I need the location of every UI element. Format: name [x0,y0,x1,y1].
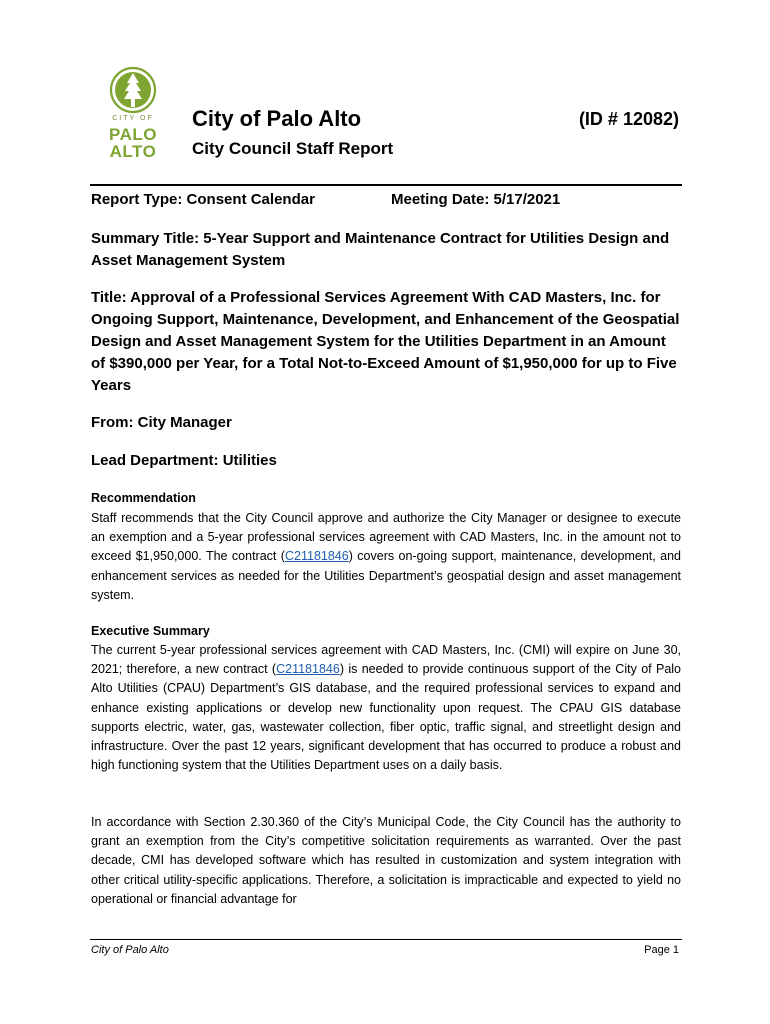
executive-summary-paragraph [91,641,681,775]
contract-link-2[interactable]: C21181846 [276,662,340,677]
recommendation-heading: Recommendation [91,491,196,505]
recommendation-paragraph [91,509,681,605]
contract-link[interactable]: C21181846 [284,549,349,564]
summary-title: Summary Title: 5-Year Support and Maintenance Contract for Utilities Design and Asset Management System [91,230,670,269]
city-logo [104,66,162,160]
executive-summary-heading: Executive Summary [91,624,210,638]
footer-city: City of Palo Alto [91,944,169,956]
report-id: (ID # 12082) [578,109,679,129]
header-divider [90,184,682,186]
page-number: Page 1 [644,944,679,956]
executive-text-start: The current 5-year professional services agreement with CAD Masters, Inc. (CMI) will expire on June 30, 2021; therefore, a new contract ( [91,643,681,677]
agenda-title: Title: Approval of a Professional Services Agreement With CAD Masters, Inc. for Ongoing Support, Maintenance, Development, and Enhancement of the Geospatial Design and Asset Management System for the Utilities Department in an Amount of $390,000 per Year, for a Total Not-to-Exceed Amount of $1,950,000 for up to Five Years [91,289,680,394]
tree-emblem-icon [104,66,162,114]
logo-alto: ALTO [109,142,157,161]
logo-city-of: CITY OF [112,115,154,122]
footer-divider [90,939,682,940]
report-kind: City Council Staff Report [192,139,394,158]
recommendation-text-start: Staff recommends that the City Council approve and authorize the City Manager or designee to execute an exemption and a 5-year professional services agreement with CAD Masters, Inc. in the amount not to exceed $1,950,000. The contract ( [91,511,681,564]
recommendation-text-end: ) covers on-going support, maintenance, development, and enhancement services as needed for the Utilities Department’s geospatial design and asset management system. [91,549,681,602]
executive-text-end: ) is needed to provide continuous support of the City of Palo Alto Utilities (CPAU) Department’s GIS database, and the required professional services to expand and enhance existing applications or develop new functionality upon request. The CPAU GIS database supports electric, water, gas, wastewater collection, fiber optic, traffic signal, and streetlight design and infrastructure. Over the past 12 years, significant development that has occurred to produce a robust and high functioning system that the Utilities Department uses on a daily basis. [91,662,681,773]
logo-palo: PALO [109,125,157,144]
municipal-code-paragraph: In accordance with Section 2.30.360 of the City’s Municipal Code, the City Council has the authority to grant an exemption from the City’s competitive solicitation requirements as warranted. Over the past decade, CMI has developed software which has resulted in customization and system integration with other critical utility-specific applications. Therefore, a solicitation is impracticable and expected to yield no operational or financial advantage for [91,815,681,906]
report-type: Report Type: Consent Calendar [91,191,315,208]
meeting-date: Meeting Date: 5/17/2021 [391,191,561,208]
lead-department: Lead Department: Utilities [91,452,277,469]
from-line: From: City Manager [91,414,232,431]
city-title: City of Palo Alto [192,106,362,131]
